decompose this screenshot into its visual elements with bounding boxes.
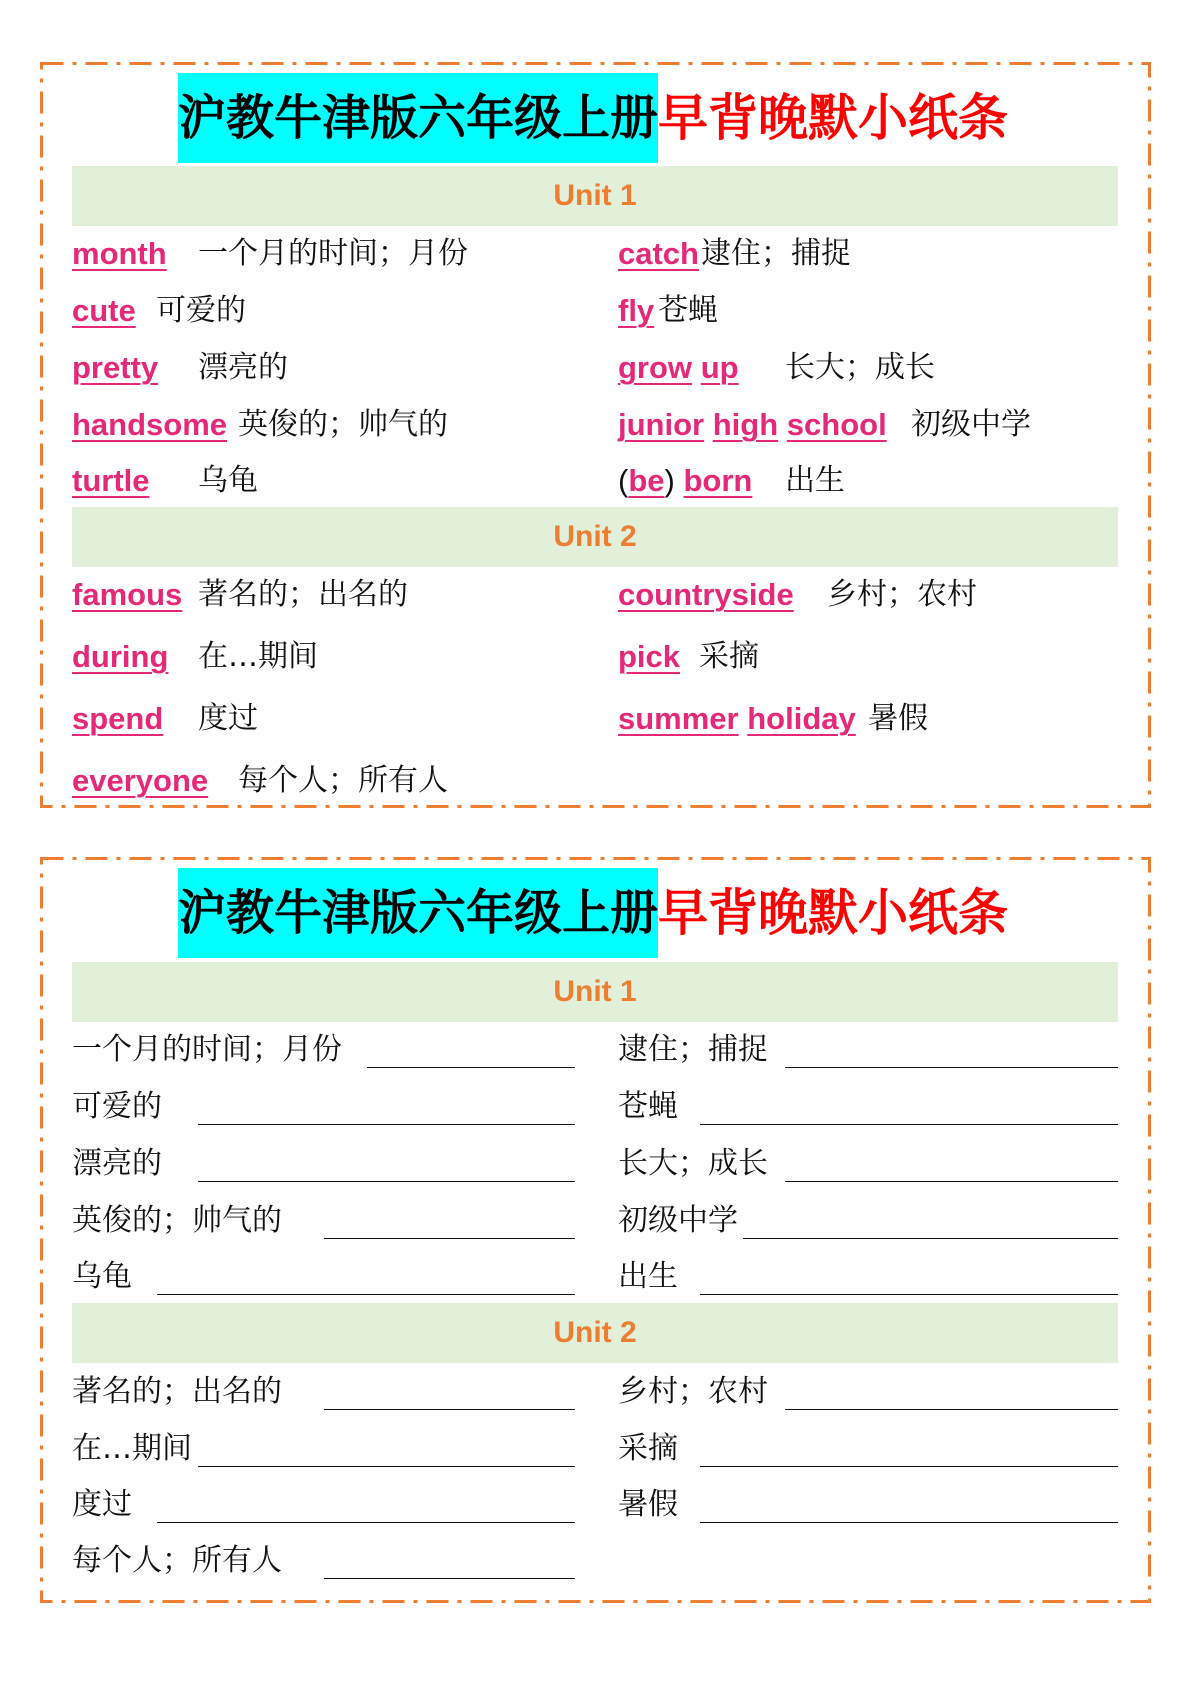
answer-blank [198,1466,575,1467]
dictation-row [40,1144,1151,1184]
english-word: born [683,463,753,498]
english-word: grow [618,350,693,385]
chinese-prompt: 初级中学 [618,1203,738,1238]
dictation-row [40,1087,1151,1127]
chinese-meaning: 长大；成长 [785,350,935,385]
english-term [618,699,856,739]
unit-label: Unit 1 [553,975,637,1008]
vocab-row [40,348,1151,388]
chinese-prompt: 每个人；所有人 [72,1543,282,1578]
chinese-prompt: 乡村；农村 [618,1374,768,1409]
english-term [618,291,654,331]
english-word: high [712,407,779,442]
vocab-row [40,575,1151,615]
english-word: famous [72,577,183,612]
title-highlight-text: 沪教牛津版六年级上册 [178,73,658,163]
chinese-meaning: 出生 [785,463,845,498]
chinese-prompt: 乌龟 [72,1259,132,1294]
english-word: be [628,463,665,498]
answer-blank [198,1124,575,1125]
open-paren: ( [618,463,629,498]
english-term [72,291,136,331]
answer-blank [700,1294,1118,1295]
chinese-meaning: 可爱的 [156,293,246,328]
chinese-prompt: 可爱的 [72,1089,162,1124]
english-term [72,405,227,445]
english-term [72,461,150,501]
answer-blank [700,1522,1118,1523]
unit-label: Unit 2 [553,520,637,553]
english-word: countryside [618,577,794,612]
english-word: month [72,236,167,271]
chinese-prompt: 在…期间 [72,1431,192,1466]
english-term [72,761,208,801]
chinese-meaning: 漂亮的 [198,350,288,385]
title-red-text: 早背晚默小纸条 [658,89,1009,147]
chinese-prompt: 英俊的；帅气的 [72,1203,282,1238]
vocab-row [40,291,1151,331]
chinese-prompt: 采摘 [618,1431,678,1466]
dictation-row [40,1485,1151,1525]
close-paren: ) [664,463,675,498]
dictation-row [40,1201,1151,1241]
vocab-row [40,761,1151,801]
chinese-prompt: 著名的；出名的 [72,1374,282,1409]
chinese-prompt: 逮住；捕捉 [618,1032,768,1067]
dictation-row [40,1257,1151,1297]
answer-blank [198,1181,575,1182]
answer-blank [700,1466,1118,1467]
unit-label: Unit 1 [553,179,637,212]
chinese-prompt: 长大；成长 [618,1146,768,1181]
english-word: up [700,350,739,385]
english-word: school [786,407,887,442]
unit-header [72,1303,1118,1363]
english-term [618,461,752,501]
english-word: handsome [72,407,228,442]
vocab-row [40,405,1151,445]
chinese-meaning: 每个人；所有人 [238,763,448,798]
chinese-meaning: 度过 [198,701,258,736]
english-term [72,699,163,739]
answer-blank [157,1294,575,1295]
chinese-meaning: 乡村；农村 [827,577,977,612]
english-word: pick [618,639,681,674]
dictation-card [40,857,1151,1603]
chinese-meaning: 逮住；捕捉 [701,236,851,271]
english-term [618,234,699,274]
chinese-meaning: 苍蝇 [658,293,718,328]
page-title [178,868,1008,958]
unit-header [72,507,1118,567]
english-term [72,637,168,677]
answer-blank [785,1067,1118,1068]
english-term [618,348,739,388]
chinese-prompt: 苍蝇 [618,1089,678,1124]
chinese-meaning: 在…期间 [198,639,318,674]
dictation-row [40,1541,1151,1581]
unit-header [72,962,1118,1022]
vocab-row [40,234,1151,274]
unit-header [72,166,1118,226]
english-term [618,637,680,677]
vocab-row [40,461,1151,501]
recite-card [40,62,1151,808]
chinese-meaning: 著名的；出名的 [198,577,408,612]
english-word: junior [618,407,705,442]
answer-blank [324,1238,575,1239]
english-term [72,234,167,274]
english-word: pretty [72,350,159,385]
chinese-prompt: 漂亮的 [72,1146,162,1181]
answer-blank [785,1181,1118,1182]
english-word: during [72,639,169,674]
english-word: cute [72,293,136,328]
chinese-meaning: 初级中学 [911,407,1031,442]
english-word: summer [618,701,739,736]
chinese-meaning: 英俊的；帅气的 [238,407,448,442]
chinese-meaning: 一个月的时间；月份 [198,236,468,271]
english-term [618,405,887,445]
english-word: everyone [72,763,209,798]
answer-blank [157,1522,575,1523]
english-term [618,575,794,615]
chinese-meaning: 暑假 [868,701,928,736]
english-word: holiday [747,701,856,736]
english-term [72,348,158,388]
dictation-row [40,1372,1151,1412]
dictation-row [40,1030,1151,1070]
chinese-prompt: 一个月的时间；月份 [72,1032,342,1067]
english-word: spend [72,701,164,736]
answer-blank [324,1409,575,1410]
title-red-text: 早背晚默小纸条 [658,884,1009,942]
english-term [72,575,182,615]
answer-blank [700,1124,1118,1125]
chinese-meaning: 乌龟 [198,463,258,498]
answer-blank [785,1409,1118,1410]
english-word: catch [618,236,699,271]
dictation-row [40,1429,1151,1469]
chinese-prompt: 出生 [618,1259,678,1294]
answer-blank [743,1238,1118,1239]
unit-label: Unit 2 [553,1316,637,1349]
answer-blank [367,1067,575,1068]
vocab-row [40,637,1151,677]
chinese-meaning: 采摘 [699,639,759,674]
vocab-row [40,699,1151,739]
answer-blank [324,1578,575,1579]
chinese-prompt: 暑假 [618,1487,678,1522]
english-word: turtle [72,463,150,498]
english-word: fly [618,293,655,328]
title-highlight-text: 沪教牛津版六年级上册 [178,868,658,958]
page-title [178,73,1008,163]
chinese-prompt: 度过 [72,1487,132,1522]
